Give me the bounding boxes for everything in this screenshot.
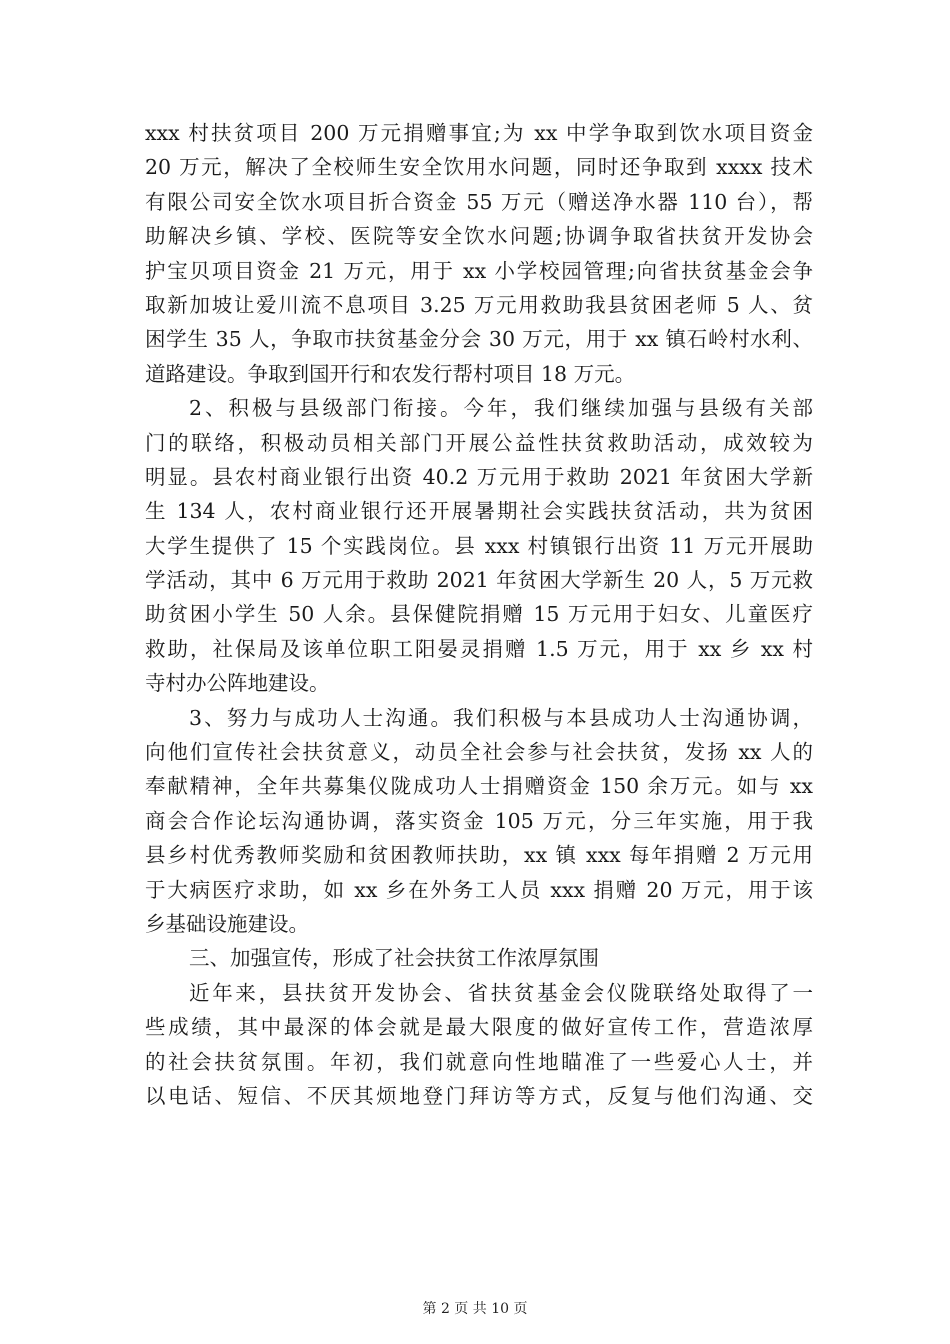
text-line: 以电话、短信、不厌其烦地登门拜访等方式，反复与他们沟通、交 [145,1083,813,1108]
text-line: 奉献精神，全年共募集仪陇成功人士捐赠资金 150 余万元。如与 xx [145,774,813,799]
text-line: 生 134 人，农村商业银行还开展暑期社会实践扶贫活动，共为贫困 [145,499,813,524]
text-line: 些成绩，其中最深的体会就是最大限度的做好宣传工作，营造浓厚 [145,1015,813,1040]
paragraph [145,941,813,975]
text-line: 困学生 35 人，争取市扶贫基金分会 30 万元，用于 xx 镇石岭村水利、 [145,327,813,352]
page-number: 第 2 页 共 10 页 [422,1301,528,1317]
text-line: 救助，社保局及该单位职工阳晏灵捐赠 1.5 万元，用于 xx 乡 xx 村 [145,636,813,661]
text-line: 的社会扶贫氛围。年初，我们就意向性地瞄准了一些爱心人士，并 [145,1049,813,1074]
text-line: 学活动，其中 6 万元用于救助 2021 年贫困大学新生 20 人，5 万元救 [145,568,813,593]
text-line: 取新加坡让爱川流不息项目 3.25 万元用救助我县贫困老师 5 人、贫 [145,292,813,317]
text-line: 20 万元，解决了全校师生安全饮用水问题，同时还争取到 xxxx 技术 [145,155,813,180]
text-line: 护宝贝项目资金 21 万元，用于 xx 小学校园管理;向省扶贫基金会争 [145,258,813,283]
text-line: 寺村办公阵地建设。 [145,671,330,696]
text-line: 有限公司安全饮水项目折合资金 55 万元（赠送净水器 110 台），帮 [145,189,813,214]
text-line: 乡基础设施建设。 [145,911,309,936]
paragraph [145,701,813,942]
text-line: 助贫困小学生 50 人余。县保健院捐赠 15 万元用于妇女、儿童医疗 [145,602,813,627]
text-line: 商会合作论坛沟通协调，落实资金 105 万元，分三年实施，用于我 [145,808,813,833]
text-line: 大学生提供了 15 个实践岗位。县 xxx 村镇银行出资 11 万元开展助 [145,533,813,558]
text-line: 助解决乡镇、学校、医院等安全饮水问题;协调争取省扶贫开发协会 [145,224,813,249]
text-line: 于大病医疗求助，如 xx 乡在外务工人员 xxx 捐赠 20 万元，用于该 [145,877,813,902]
text-line: 三、加强宣传，形成了社会扶贫工作浓厚氛围 [189,946,599,971]
paragraph [145,391,813,701]
text-line: 向他们宣传社会扶贫意义，动员全社会参与社会扶贫，发扬 xx 人的 [145,740,813,765]
text-line: 3、努力与成功人士沟通。我们积极与本县成功人士沟通协调， [189,705,813,730]
document-body [145,116,813,1113]
text-line: 2、积极与县级部门衔接。今年，我们继续加强与县级有关部 [189,396,813,421]
text-line: 门的联络，积极动员相关部门开展公益性扶贫救助活动，成效较为 [145,430,813,455]
text-line: xxx 村扶贫项目 200 万元捐赠事宜;为 xx 中学争取到饮水项目资金 [145,121,813,145]
text-line: 明显。县农村商业银行出资 40.2 万元用于救助 2021 年贫困大学新 [145,464,813,489]
text-line: 县乡村优秀教师奖励和贫困教师扶助，xx 镇 xxx 每年捐赠 2 万元用 [145,843,813,868]
text-line: 近年来，县扶贫开发协会、省扶贫基金会仪陇联络处取得了一 [189,980,813,1005]
text-line: 道路建设。争取到国开行和农发行帮村项目 18 万元。 [145,361,636,386]
paragraph [145,116,813,391]
paragraph [145,976,813,1114]
